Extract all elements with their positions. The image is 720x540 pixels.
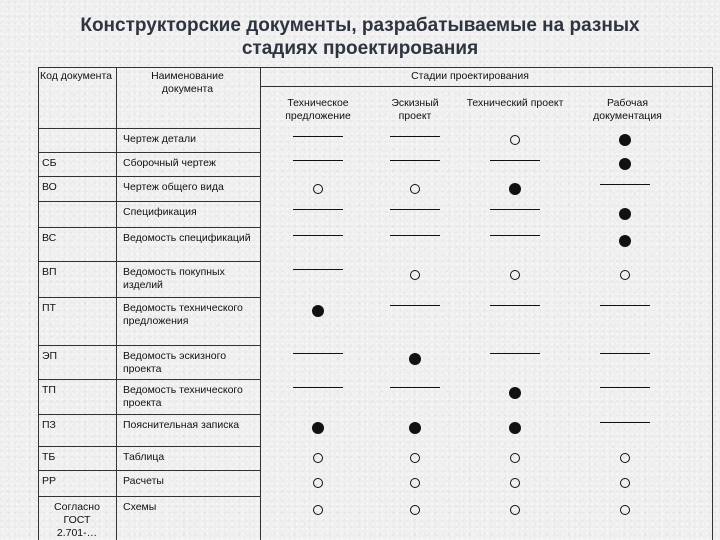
grid-hline-row-9: [38, 414, 260, 415]
row-name: Чертеж общего вида: [123, 181, 224, 193]
mark-dash: [390, 305, 440, 306]
row-name: Ведомость технического проекта: [123, 384, 243, 409]
row-code: ВС: [42, 232, 57, 244]
mark-filled-circle: [409, 422, 421, 434]
mark-open-circle: [410, 453, 420, 463]
mark-open-circle: [510, 505, 520, 515]
grid-hline-row-8: [38, 379, 260, 380]
mark-open-circle: [510, 478, 520, 488]
mark-open-circle: [313, 453, 323, 463]
grid-hline-row-6: [38, 297, 260, 298]
mark-filled-circle: [312, 305, 324, 317]
mark-filled-circle: [409, 353, 421, 365]
mark-open-circle: [510, 453, 520, 463]
title-line-2: стадиях проектирования: [241, 38, 479, 59]
row-name: Схемы: [123, 501, 157, 513]
mark-open-circle: [410, 184, 420, 194]
mark-dash: [600, 353, 650, 354]
mark-filled-circle: [619, 134, 631, 146]
row-code: ВО: [42, 181, 57, 193]
mark-filled-circle: [619, 158, 631, 170]
mark-dash: [293, 387, 343, 388]
grid-hline-row-11: [38, 470, 260, 471]
mark-open-circle: [620, 270, 630, 280]
grid-hline-row-2: [38, 176, 260, 177]
row-code: ЭП: [42, 350, 58, 362]
grid-hline-row-4: [38, 227, 260, 228]
mark-open-circle: [313, 184, 323, 194]
row-code: СБ: [42, 157, 57, 169]
row-name: Спецификация: [123, 206, 197, 218]
mark-dash: [490, 305, 540, 306]
mark-filled-circle: [619, 208, 631, 220]
row-name: Пояснительная записка: [123, 419, 240, 431]
header-stage-working: Рабочая документация: [593, 97, 662, 122]
mark-dash: [293, 269, 343, 270]
mark-dash: [293, 160, 343, 161]
grid-hline-row-5: [38, 261, 260, 262]
mark-open-circle: [510, 270, 520, 280]
header-code: Код документа: [40, 70, 112, 82]
row-name: Расчеты: [123, 475, 164, 487]
mark-dash: [600, 305, 650, 306]
header-stage-sketch: Эскизный проект: [391, 97, 439, 122]
mark-open-circle: [313, 478, 323, 488]
mark-dash: [490, 353, 540, 354]
row-code: ПТ: [42, 302, 56, 314]
header-stage-technical: Технический проект: [466, 97, 564, 109]
mark-dash: [390, 235, 440, 236]
mark-open-circle: [410, 270, 420, 280]
row-name: Сборочный чертеж: [123, 157, 216, 169]
mark-dash: [600, 422, 650, 423]
row-name: Ведомость спецификаций: [123, 232, 251, 244]
grid-vline-3: [712, 67, 713, 540]
row-code: ТП: [42, 384, 56, 396]
mark-dash: [490, 235, 540, 236]
grid-hline-row-12: [38, 496, 260, 497]
mark-dash: [390, 136, 440, 137]
mark-open-circle: [313, 505, 323, 515]
grid-hline-row-0: [38, 128, 260, 129]
row-name: Таблица: [123, 451, 165, 463]
mark-filled-circle: [509, 387, 521, 399]
header-name: Наименование документа: [151, 70, 224, 95]
row-name: Ведомость покупных изделий: [123, 266, 225, 291]
mark-dash: [490, 209, 540, 210]
header-stages: Стадии проектирования: [411, 70, 529, 82]
mark-dash: [600, 387, 650, 388]
mark-dash: [390, 160, 440, 161]
row-name: Ведомость эскизного проекта: [123, 350, 227, 375]
mark-dash: [293, 235, 343, 236]
grid-hline-row-7: [38, 345, 260, 346]
mark-filled-circle: [619, 235, 631, 247]
mark-open-circle: [620, 505, 630, 515]
mark-dash: [293, 353, 343, 354]
header-stage-tech-proposal: Техническое предложение: [285, 97, 351, 122]
grid-vline-2: [260, 67, 261, 540]
mark-open-circle: [620, 478, 630, 488]
row-code: Согласно ГОСТ 2.701-…: [54, 501, 100, 539]
mark-dash: [390, 387, 440, 388]
mark-open-circle: [620, 453, 630, 463]
grid-hline-row-10: [38, 446, 260, 447]
row-name: Чертеж детали: [123, 133, 196, 145]
mark-filled-circle: [509, 422, 521, 434]
row-code: РР: [42, 475, 57, 487]
mark-dash: [490, 160, 540, 161]
mark-filled-circle: [312, 422, 324, 434]
grid-hline-row-1: [38, 152, 260, 153]
mark-filled-circle: [509, 183, 521, 195]
mark-open-circle: [410, 505, 420, 515]
mark-open-circle: [410, 478, 420, 488]
mark-open-circle: [510, 135, 520, 145]
grid-hline-stages: [260, 86, 712, 87]
row-name: Ведомость технического предложения: [123, 302, 243, 327]
row-code: ТБ: [42, 451, 56, 463]
mark-dash: [600, 184, 650, 185]
mark-dash: [293, 209, 343, 210]
row-code: ВП: [42, 266, 57, 278]
mark-dash: [390, 209, 440, 210]
grid-hline-row-3: [38, 201, 260, 202]
title-line-1: Конструкторские документы, разрабатываемые на разных: [80, 15, 640, 36]
mark-dash: [293, 136, 343, 137]
grid-hline-top: [38, 67, 712, 68]
row-code: ПЗ: [42, 419, 56, 431]
